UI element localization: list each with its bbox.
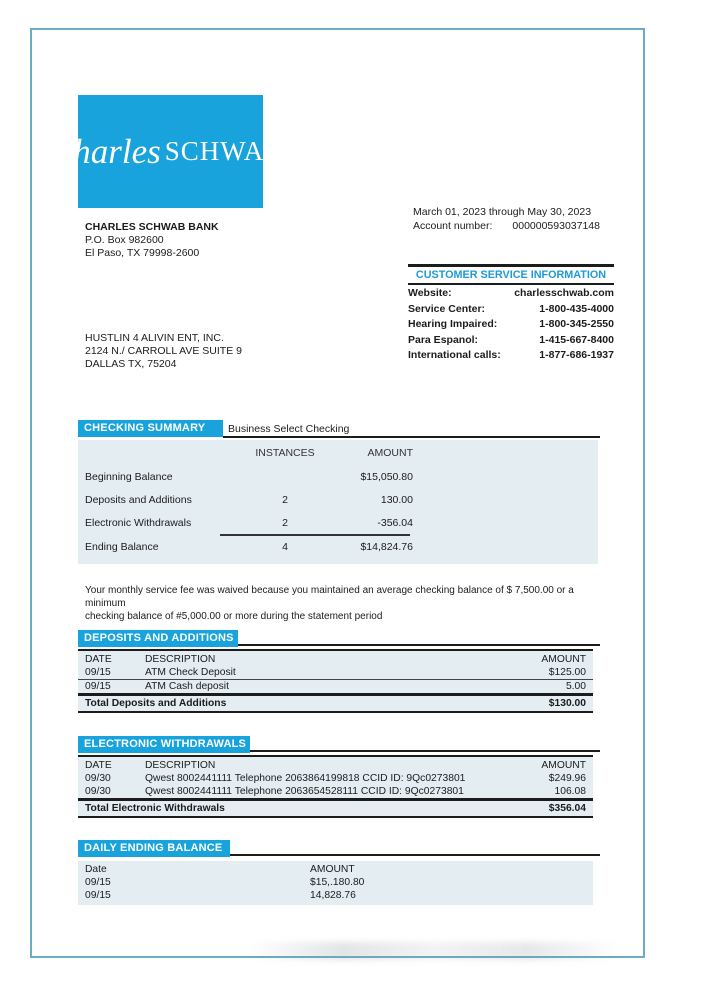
recipient-line3: DALLAS TX, 75204 [85,358,177,370]
checking-summary-rule [223,436,600,438]
customer-service-row [408,347,614,363]
deposits-section-header: DEPOSITS AND ADDITIONS [78,630,238,647]
withdrawals-section-header: ELECTRONIC WITHDRAWALS [78,736,250,753]
recipient-line2: 2124 N./ CARROLL AVE SUITE 9 [85,345,242,357]
customer-service-row [408,332,614,348]
cell-date: 09/15 [85,877,111,888]
summary-row-beginning-balance [85,471,475,483]
col-date: DATE [85,760,112,771]
cell-date: 09/15 [85,890,111,901]
customer-service-row [408,285,614,301]
cell-date: 09/30 [85,786,111,797]
account-number-label: Account number: [413,219,493,232]
cell-amount: 5.00 [565,681,586,692]
withdrawals-header-row [78,757,593,772]
summary-col-amount: AMOUNT [367,447,413,459]
checking-summary-panel [78,440,598,564]
summary-instances [235,471,335,483]
cell-date: 09/30 [85,773,111,784]
cell-description: Qwest 8002441111 Telephone 2063654528111 CCID ID: 9Qc0273801 [145,786,464,797]
table-bottom-rule [78,816,593,819]
cs-value: 1-877-686-1937 [539,349,614,361]
bank-address-block [85,221,219,260]
daily-balance-section-header: DAILY ENDING BALANCE [78,840,230,857]
summary-label: Deposits and Additions [85,494,192,506]
withdrawal-row [78,772,593,785]
deposit-row [78,680,593,693]
deposits-table [78,651,593,713]
cell-amount: $125.00 [548,667,586,678]
withdrawals-header-rule [250,750,600,752]
cell-date: 09/15 [85,681,111,692]
col-amount: AMOUNT [310,864,355,875]
summary-row-withdrawals [85,517,475,529]
deposit-row [78,666,593,679]
cell-description: ATM Cash deposit [145,681,229,692]
cs-label: Para Espanol: [408,333,479,346]
deposits-total-row [78,696,593,711]
summary-separator-line [220,534,410,536]
cell-date: 09/15 [85,667,111,678]
bank-name: CHARLES SCHWAB BANK [85,221,219,233]
customer-service-title: CUSTOMER SERVICE INFORMATION [408,264,614,285]
daily-balance-row [78,889,593,902]
col-amount: AMOUNT [541,654,586,665]
cs-label: Hearing Impaired: [408,318,498,330]
summary-header-row [85,447,475,459]
daily-balance-row [78,876,593,889]
cell-amount: $15,.180.80 [310,877,365,888]
summary-amount: $15,050.80 [360,471,413,483]
cs-value: 1-800-345-2550 [539,318,614,330]
fee-notice-line1: Your monthly service fee was waived because you maintained an average checking balance of $ 7,500.00 or a minimum [85,585,574,609]
summary-row-ending-balance [85,541,475,553]
withdrawal-row [78,785,593,798]
summary-row-deposits [85,494,475,506]
cs-value: charlesschwab.com [514,287,614,299]
summary-label: Beginning Balance [85,471,173,483]
cell-description: ATM Check Deposit [145,667,236,678]
cs-label: International calls: [408,349,501,361]
statement-period-block [413,206,600,233]
total-amount: $356.04 [548,802,586,814]
account-number-value: 000000593037148 [512,219,600,232]
customer-service-row [408,316,614,332]
cs-value: 1-800-435-4000 [539,302,614,315]
cell-amount: 106.08 [554,786,586,797]
statement-period: March 01, 2023 through May 30, 2023 [413,206,592,218]
customer-service-box [408,264,614,363]
summary-instances: 2 [282,517,288,529]
fee-waiver-notice [85,584,593,623]
scan-artifact [250,942,620,960]
summary-instances: 4 [282,541,288,553]
col-date: DATE [85,654,112,665]
checking-summary-header: CHECKING SUMMARY [78,420,223,437]
bank-address-line2: El Paso, TX 79998-2600 [85,247,200,259]
summary-amount: 130.00 [380,494,413,506]
cell-amount: $249.96 [548,773,586,784]
table-bottom-rule [78,711,593,714]
checking-summary-subtitle: Business Select Checking [228,423,350,435]
withdrawals-total-row [78,801,593,816]
logo-text-charles: charles [57,131,161,171]
deposits-header-rule [238,644,600,646]
charles-schwab-logo [57,95,284,208]
summary-amount: $14,824.76 [360,541,413,553]
col-description: DESCRIPTION [145,654,216,665]
bank-address-line1: P.O. Box 982600 [85,234,164,246]
daily-balance-header-row [78,863,593,876]
col-amount: AMOUNT [541,760,586,771]
summary-col-instances: INSTANCES [255,447,315,459]
customer-service-row [408,301,614,317]
logo-text-schwab: SCHWAB [164,136,284,166]
col-date: Date [85,864,107,875]
summary-label: Ending Balance [85,541,159,553]
total-amount: $130.00 [548,697,586,709]
daily-balance-header-rule [230,854,600,856]
cell-description: Qwest 8002441111 Telephone 2063864199818 CCID ID: 9Qc0273801 [145,773,466,784]
recipient-address-block [85,332,242,371]
cell-amount: 14,828.76 [310,890,356,901]
summary-instances: 2 [282,494,288,506]
fee-notice-line2: checking balance of #5,000.00 or more during the statement period [85,611,383,622]
deposits-header-row [78,651,593,666]
summary-label: Electronic Withdrawals [85,517,192,529]
recipient-line1: HUSTLIN 4 ALIVIN ENT, INC. [85,332,224,344]
cs-value: 1-415-667-8400 [539,333,614,346]
summary-amount: -356.04 [377,517,413,529]
total-label: Total Deposits and Additions [85,697,227,709]
daily-balance-table [78,861,593,905]
withdrawals-table [78,757,593,818]
col-description: DESCRIPTION [145,760,216,771]
total-label: Total Electronic Withdrawals [85,802,225,814]
cs-label: Service Center: [408,302,486,315]
cs-label: Website: [408,287,452,299]
